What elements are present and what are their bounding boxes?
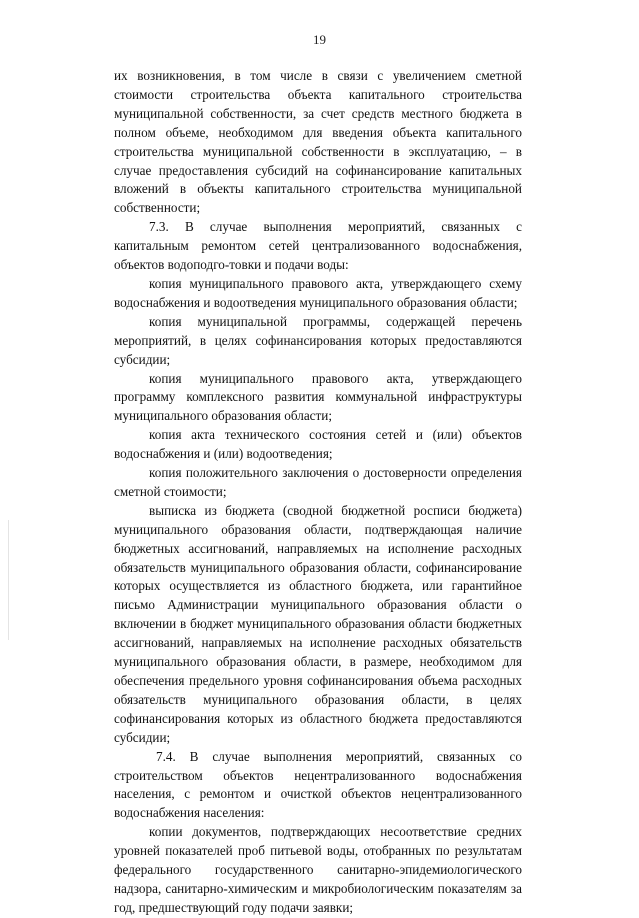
paragraph-infrastructure-act-copy: копия муниципального правового акта, утверждающего программу комплексного развития коммунальной инфраструктуры муниципального образования области;	[114, 370, 522, 424]
document-body	[114, 67, 522, 918]
paragraph-scheme-act-copy: копия муниципального правового акта, утверждающего схему водоснабжения и водоотведения муниципального образования области;	[114, 275, 522, 310]
scan-margin-mark	[8, 520, 9, 640]
paragraph-section-7-3: 7.3. В случае выполнения мероприятий, связанных с капитальным ремонтом сетей централизованного водоснабжения, объектов водоподго-товки и подачи воды:	[114, 219, 522, 273]
paragraph-cost-conclusion-copy: копия положительного заключения о достоверности определения сметной стоимости;	[114, 465, 522, 499]
paragraph-continuation: их возникновения, в том числе в связи с увеличением сметной стоимости строительства объекта капитального строительства муниципальной собственности, за счет средств местного бюджета в полном объеме, необходимом для введения объекта капитального строительства муниципальной собственности в эксплуатацию, – в случае предоставления субсидий на софинансирование капитальных вложений в объекты капитального строительства муниципальной собственности;	[114, 68, 522, 216]
paragraph-section-7-4: 7.4. В случае выполнения мероприятий, связанных со строительством объектов нецентрализованного водоснабжения населения, с ремонтом и очисткой объектов нецентрализованного водоснабжения населения:	[114, 748, 522, 821]
paragraph-technical-act-copy: копия акта технического состояния сетей и (или) объектов водоснабжения и (или) водоотведения;	[114, 427, 522, 462]
paragraph-water-quality-docs: копии документов, подтверждающих несоответствие средних уровней показателей проб питьевой воды, отобранных по результатам федерального государственного санитарно-эпидемиологического надзора, санитарно-химическим и микробиологическим показателям за год, предшествующий году подачи заявки;	[114, 824, 522, 915]
page-number: 19	[313, 32, 326, 47]
paragraph-budget-extract: выписка из бюджета (сводной бюджетной росписи бюджета) муниципального образования области, подтверждающая наличие бюджетных ассигнований, направляемых на исполнение расходных обязательств муниципального образования области, софинансирование которых осуществляется из областного бюджета, или гарантийное письмо Администрации муниципального образования области о включении в бюджет муниципального образования области бюджетных ассигнований, направляемых на исполнение расходных обязательств муниципального образования области, в размере, необходимом для обеспечения предельного уровня софинансирования объема расходных обязательств муниципального образования области, в целях софинансирования которых из областного бюджета предоставляются субсидии;	[114, 502, 522, 745]
paragraph-program-copy: копия муниципальной программы, содержащей перечень мероприятий, в целях софинансирования которых предоставляются субсидии;	[114, 313, 522, 367]
